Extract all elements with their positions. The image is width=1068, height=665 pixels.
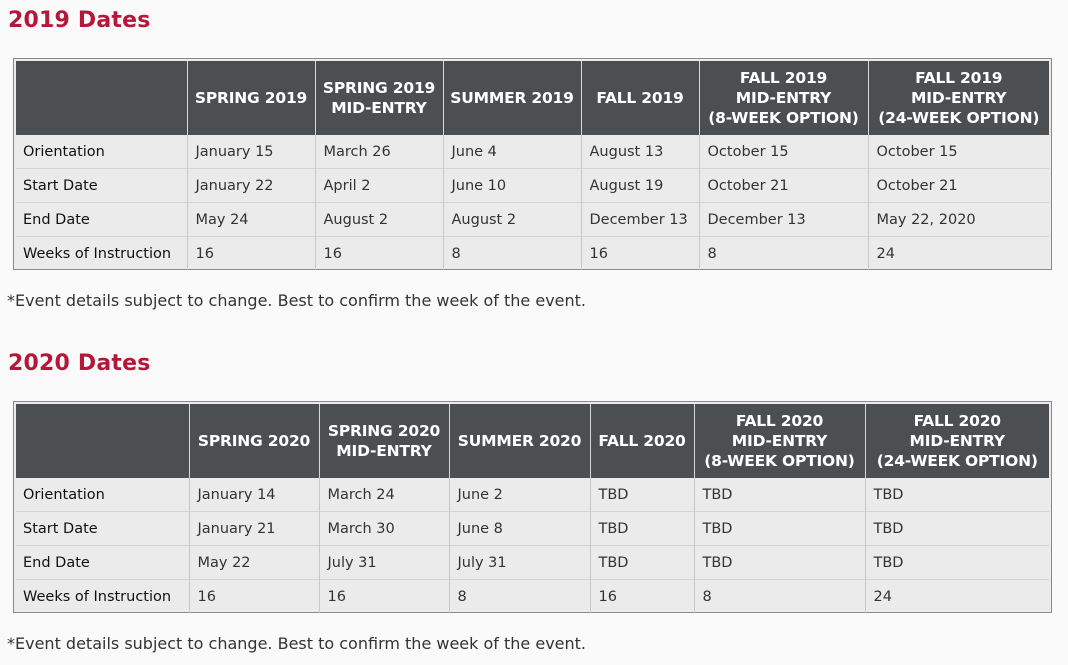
table-cell: June 10 xyxy=(443,169,581,203)
header-blank xyxy=(16,61,187,135)
table-cell: January 21 xyxy=(189,512,319,546)
header-spring-mid-entry: SPRING 2020 MID-ENTRY xyxy=(319,404,449,478)
table-cell: January 14 xyxy=(189,478,319,512)
header-fall-mid-entry-8-week: FALL 2020 MID-ENTRY (8-WEEK OPTION) xyxy=(694,404,865,478)
section-title-2019: 2019 Dates xyxy=(8,8,151,33)
table-cell: TBD xyxy=(694,546,865,580)
table-cell: May 22 xyxy=(189,546,319,580)
table-cell: 8 xyxy=(449,580,590,614)
table-cell: 24 xyxy=(865,580,1049,614)
table-row xyxy=(16,203,1049,237)
disclaimer-note-2020: *Event details subject to change. Best to confirm the week of the event. xyxy=(7,634,587,653)
table-cell: TBD xyxy=(590,512,694,546)
table-row xyxy=(16,237,1049,271)
table-cell: TBD xyxy=(694,512,865,546)
table-cell: January 22 xyxy=(187,169,315,203)
table-cell: 8 xyxy=(694,580,865,614)
table-cell: 8 xyxy=(443,237,581,271)
table-cell: December 13 xyxy=(699,203,868,237)
header-fall-mid-entry-24-week: FALL 2020 MID-ENTRY (24-WEEK OPTION) xyxy=(865,404,1049,478)
table-cell: March 26 xyxy=(315,135,443,169)
table-cell: TBD xyxy=(694,478,865,512)
table-cell: June 8 xyxy=(449,512,590,546)
table-row xyxy=(16,580,1049,614)
table-header-row xyxy=(16,404,1049,478)
table-cell: 16 xyxy=(189,580,319,614)
table-cell: TBD xyxy=(865,546,1049,580)
row-label: Start Date xyxy=(16,169,187,203)
table-cell: March 24 xyxy=(319,478,449,512)
dates-table-2019 xyxy=(16,61,1049,270)
table-cell: TBD xyxy=(590,546,694,580)
section-title-2020: 2020 Dates xyxy=(8,351,151,376)
table-cell: August 13 xyxy=(581,135,699,169)
row-label: Start Date xyxy=(16,512,189,546)
table-cell: August 2 xyxy=(443,203,581,237)
table-cell: TBD xyxy=(873,486,904,503)
header-summer: SUMMER 2019 xyxy=(443,61,581,135)
row-label: End Date xyxy=(16,546,189,580)
header-fall-mid-entry-24-week: FALL 2019 MID-ENTRY (24-WEEK OPTION) xyxy=(868,61,1049,135)
table-cell: 16 xyxy=(581,237,699,271)
row-label: End Date xyxy=(16,203,187,237)
table-cell: March 30 xyxy=(319,512,449,546)
header-blank xyxy=(16,404,189,478)
row-label: Weeks of Instruction xyxy=(16,580,189,614)
table-cell: June 4 xyxy=(443,135,581,169)
table-row xyxy=(16,478,1049,512)
table-cell: December 13 xyxy=(581,203,699,237)
header-spring: SPRING 2019 xyxy=(187,61,315,135)
table-cell: 16 xyxy=(315,237,443,271)
table-row xyxy=(16,135,1049,169)
header-spring: SPRING 2020 xyxy=(189,404,319,478)
table-cell: 8 xyxy=(699,237,868,271)
header-fall: FALL 2019 xyxy=(581,61,699,135)
table-cell: 16 xyxy=(319,580,449,614)
table-cell: April 2 xyxy=(315,169,443,203)
table-cell: January 15 xyxy=(187,135,315,169)
header-spring-mid-entry: SPRING 2019 MID-ENTRY xyxy=(315,61,443,135)
disclaimer-note-2019: *Event details subject to change. Best to confirm the week of the event. xyxy=(7,291,587,310)
table-cell: July 31 xyxy=(319,546,449,580)
dates-table-2020 xyxy=(16,404,1049,613)
table-cell: October 15 xyxy=(876,143,958,160)
table-cell: August 19 xyxy=(581,169,699,203)
table-row xyxy=(16,546,1049,580)
table-header-row xyxy=(16,61,1049,135)
table-row xyxy=(16,512,1049,546)
table-cell: October 15 xyxy=(699,135,868,169)
table-cell: July 31 xyxy=(449,546,590,580)
table-cell: June 2 xyxy=(449,478,590,512)
table-row xyxy=(16,169,1049,203)
row-label: Weeks of Instruction xyxy=(16,237,187,271)
table-cell: TBD xyxy=(865,512,1049,546)
header-fall-mid-entry-8-week: FALL 2019 MID-ENTRY (8-WEEK OPTION) xyxy=(699,61,868,135)
header-summer: SUMMER 2020 xyxy=(449,404,590,478)
table-cell: August 2 xyxy=(315,203,443,237)
table-cell: May 22, 2020 xyxy=(868,203,1049,237)
table-cell: October 21 xyxy=(868,169,1049,203)
row-label: Orientation xyxy=(16,135,187,169)
table-cell: TBD xyxy=(590,478,694,512)
table-cell: May 24 xyxy=(187,203,315,237)
table-cell: 24 xyxy=(868,237,1049,271)
table-cell: 16 xyxy=(187,237,315,271)
row-label: Orientation xyxy=(16,478,189,512)
dates-table-2020-container xyxy=(13,401,1052,613)
dates-table-2019-container xyxy=(13,58,1052,270)
table-cell: 16 xyxy=(590,580,694,614)
table-cell: October 21 xyxy=(699,169,868,203)
header-fall: FALL 2020 xyxy=(590,404,694,478)
